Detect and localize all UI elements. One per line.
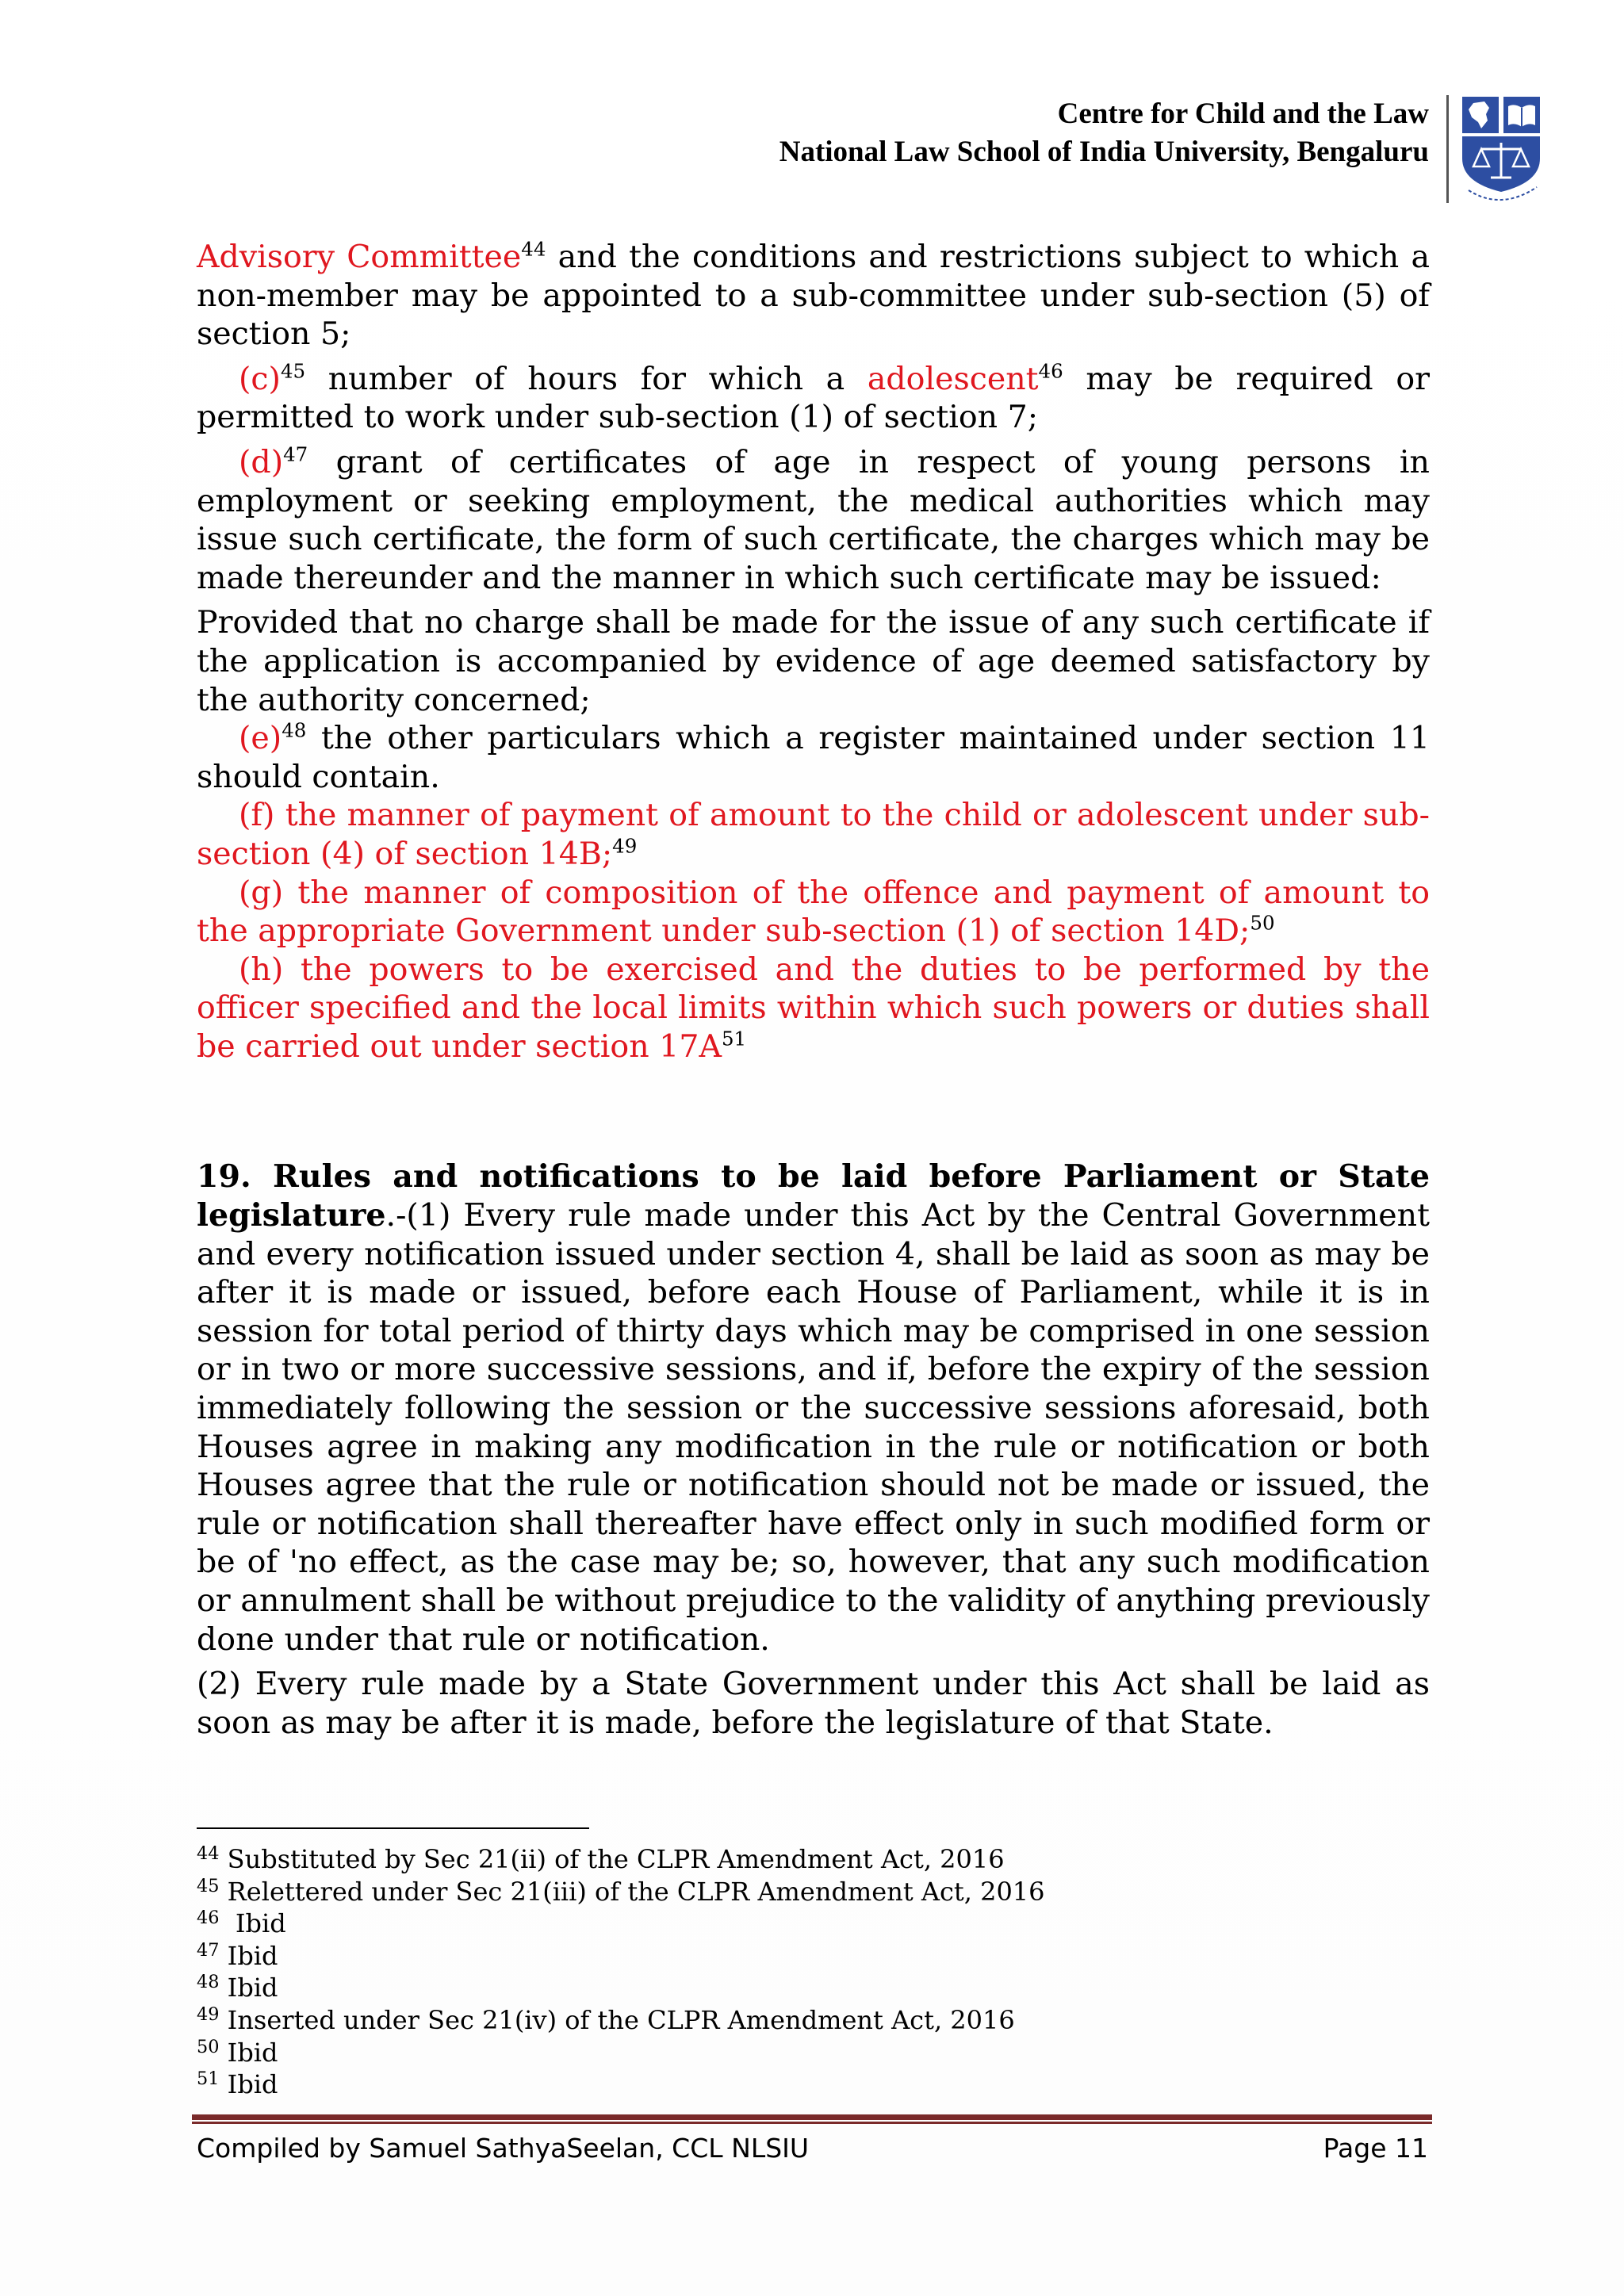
clause-text: number of hours for which a: [305, 360, 868, 397]
footnote-text: Ibid: [219, 1940, 278, 1971]
footnote-ref: 49: [612, 834, 638, 858]
section-heading: 19. Rules and notifications to be laid before Parliament or State legislature: [197, 1158, 1430, 1234]
page-header: [779, 95, 1429, 171]
clause-e: [197, 719, 1430, 796]
clause-text: grant of certificates of age in respect of young persons in employment or seeking employment, the medical authorities which may issue such certificate, the form of such certificate, the charges which may be made thereunder and the manner in which such certificate may be issued:: [197, 443, 1430, 596]
footnote-text: Ibid: [219, 1908, 286, 1939]
footnote-ref: 44: [521, 237, 546, 261]
header-university-name: National Law School of India University, Bengaluru: [779, 136, 1429, 168]
footnote-item: [197, 2004, 1045, 2037]
footnote-item: [197, 2068, 1045, 2101]
paragraph-text: and the conditions and restrictions subject to which a non-member may be appointed to a sub-committee under sub-section (5) of section 5;: [197, 239, 1430, 353]
amended-text: (g) the manner of composition of the offence and payment of amount to the appropriate Government under sub-section (1) of section 14D;: [197, 874, 1430, 950]
footer-rule-thick: [192, 2114, 1432, 2120]
footnotes: [197, 1843, 1045, 2101]
footnote-item: [197, 1843, 1045, 1876]
footnote-number: 45: [197, 1875, 220, 1896]
section-19: [197, 1158, 1430, 1659]
footnote-item: [197, 2037, 1045, 2069]
footnote-ref: 47: [283, 442, 308, 466]
clause-g: [197, 874, 1430, 951]
section-text: .-(1) Every rule made under this Act by the Central Government and every notification issued under section 4, shall be laid as soon as may be after it is made or issued, before each House of Parliament, while it is in session for total period of thirty days which may be comprised in one session or in two or more successive sessions, and if, before the expiry of the session immediately following the session or the successive sessions aforesaid, both Houses agree in making any modification in the rule or notification or both Houses agree that the rule or notification should not be made or issued, the rule or notification shall thereafter have effect only in such modified form or be of 'no effect, as the case may be; so, however, that any such modification or annulment shall be without prejudice to the validity of anything previously done under that rule or notification.: [197, 1197, 1430, 1658]
footnote-item: [197, 1940, 1045, 1973]
footnote-text: Ibid: [219, 2069, 278, 2100]
footnote-separator: [197, 1827, 589, 1829]
clause-c: [197, 360, 1430, 437]
footnote-text: Substituted by Sec 21(ii) of the CLPR Amendment Act, 2016: [219, 1844, 1005, 1874]
footnote-ref: 48: [282, 718, 307, 742]
header-divider: [1446, 95, 1449, 203]
footnote-item: [197, 1908, 1045, 1940]
nlsiu-emblem-icon: [1457, 94, 1546, 205]
page-footer: [197, 2131, 1428, 2166]
amended-text: (h) the powers to be exercised and the duties to be performed by the officer specified and the local limits within which such powers or duties shall be carried out under section 17A: [197, 951, 1430, 1065]
clause-d: [197, 443, 1430, 597]
footnote-ref: 45: [280, 359, 306, 383]
footnote-number: 50: [197, 2036, 220, 2057]
header-centre-name: Centre for Child and the Law: [1057, 98, 1429, 130]
document-body: [197, 238, 1430, 1742]
amended-text: (f) the manner of payment of amount to the child or adolescent under sub-section (4) of section 14B;: [197, 797, 1430, 872]
proviso: Provided that no charge shall be made for the issue of any such certificate if the application is accompanied by evidence of age deemed satisfactory by the authority concerned;: [197, 604, 1430, 718]
footnote-item: [197, 1972, 1045, 2004]
footnote-number: 48: [197, 1972, 220, 1993]
footnote-text: Inserted under Sec 21(iv) of the CLPR Amendment Act, 2016: [219, 2004, 1015, 2035]
footer-rule-thin: [192, 2122, 1432, 2124]
footnote-ref: 51: [721, 1027, 747, 1050]
clause-text: the other particulars which a register maintained under section 11 should contain.: [197, 720, 1430, 795]
footnote-ref: 46: [1038, 359, 1063, 383]
footnote-number: 49: [197, 2003, 220, 2025]
clause-h: [197, 951, 1430, 1066]
amended-text: adolescent: [867, 360, 1039, 397]
footnote-text: Ibid: [219, 1973, 278, 2003]
clause-label: (c): [239, 360, 281, 397]
footnote-text: Relettered under Sec 21(iii) of the CLPR Amendment Act, 2016: [219, 1876, 1045, 1907]
clause-text: may be required or permitted to work under sub-section (1) of section 7;: [197, 360, 1430, 436]
clause-label: (d): [239, 443, 284, 480]
clause-f: [197, 796, 1430, 873]
footnote-number: 47: [197, 1939, 220, 1961]
footnote-number: 51: [197, 2068, 220, 2089]
footnote-number: 44: [197, 1843, 220, 1864]
footnote-ref: 50: [1250, 911, 1275, 935]
footnote-text: Ibid: [219, 2037, 278, 2068]
section-19-subsection-2: (2) Every rule made by a State Government under this Act shall be laid as soon as may be after it is made, before the legislature of that State.: [197, 1666, 1430, 1741]
paragraph-advisory-committee: [197, 238, 1430, 354]
clause-label: (e): [239, 720, 282, 757]
footer-compiler: Compiled by Samuel SathyaSeelan, CCL NLSIU: [197, 2133, 810, 2164]
footnote-number: 46: [197, 1908, 220, 1928]
footnote-item: [197, 1876, 1045, 1908]
amended-text: Advisory Committee: [197, 239, 522, 275]
page-number: Page 11: [1323, 2133, 1428, 2164]
